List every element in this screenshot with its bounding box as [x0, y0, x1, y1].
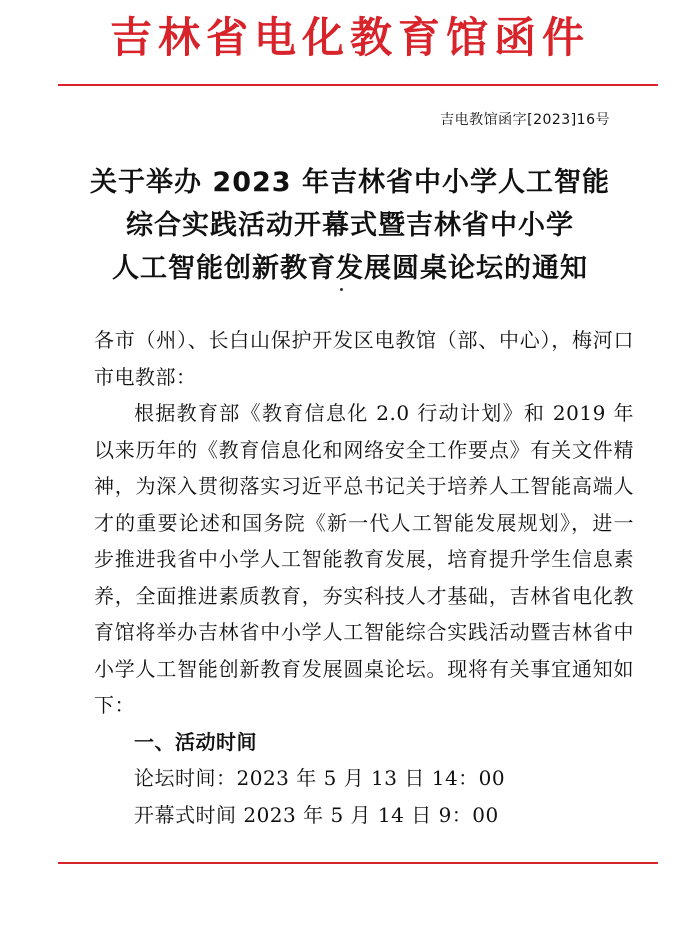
footer-divider	[58, 862, 658, 864]
title-line: 人工智能创新教育发展圆桌论坛的通知	[112, 253, 588, 284]
document-number: 吉电教馆函字[2023]16号	[440, 112, 610, 128]
opening-time: 开幕式时间 2023 年 5 月 14 日 9：00	[134, 802, 499, 827]
title-line: 综合实践活动开幕式暨吉林省中小学	[126, 210, 574, 241]
section-heading: 一、活动时间	[134, 729, 257, 754]
body-paragraph: 根据教育部《教育信息化 2.0 行动计划》和 2019 年以来历年的《教育信息化和网络安全工作要点》有关文件精神，为深入贯彻落实习近平总书记关于培养人工智能高端人才的重要论述和国务院《新一代人工智能发展规划》，进一步推进我省中小学人工智能教育发展，培育提升学生信息素养，全面推进素质教育，夯实科技人才基础，吉林省电化教育馆将举办吉林省中小学人工智能综合实践活动暨吉林省中小学人工智能创新教育发展圆桌论坛。现将有关事宜通知如下：	[94, 401, 634, 717]
document-body	[94, 322, 634, 833]
letterhead-divider	[58, 84, 658, 86]
title-line: 关于举办 2023 年吉林省中小学人工智能	[90, 167, 610, 198]
letterhead-title: 吉林省电化教育馆函件	[109, 13, 590, 62]
document-title	[0, 161, 700, 290]
recipients-line: 各市（州）、长白山保护开发区电教馆（部、中心），梅河口市电教部：	[94, 328, 634, 389]
forum-time: 论坛时间：2023 年 5 月 13 日 14：00	[134, 766, 506, 790]
scan-speck	[340, 288, 343, 291]
